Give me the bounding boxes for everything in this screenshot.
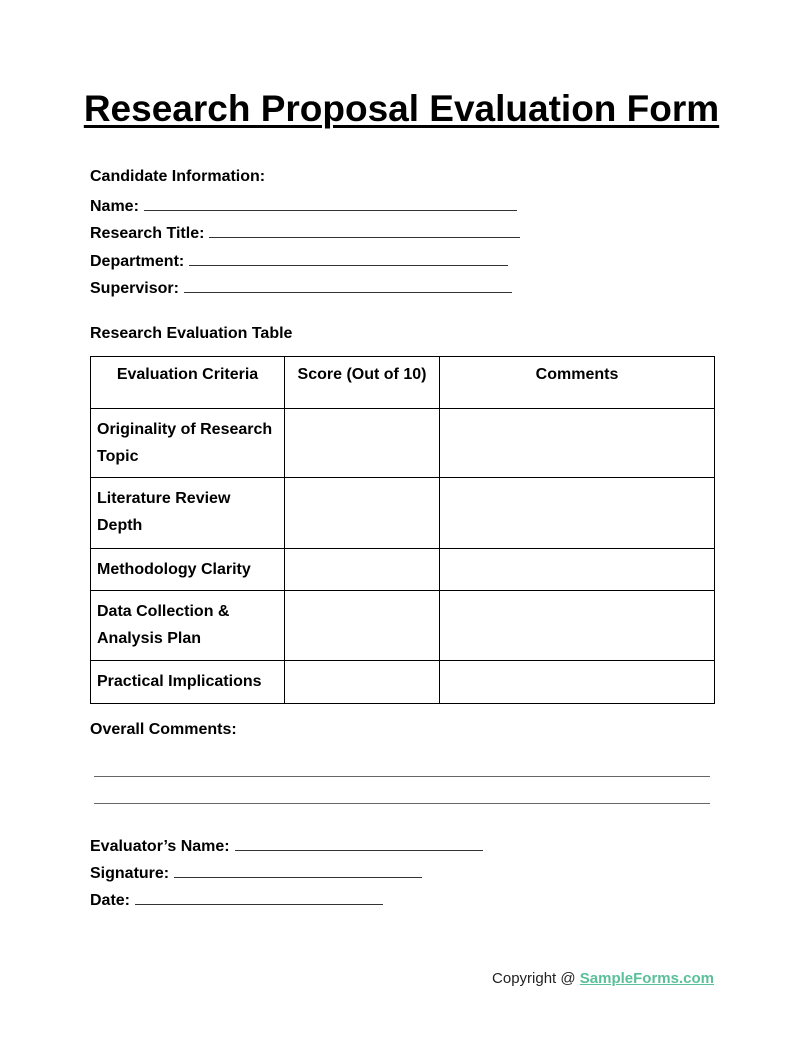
signature-label: Signature: — [90, 865, 170, 882]
evaluator-name-input-line[interactable] — [235, 836, 483, 851]
copyright-footer — [492, 970, 714, 987]
signature-row — [90, 863, 422, 883]
supervisor-input-line[interactable] — [184, 278, 512, 293]
sampleforms-link[interactable]: SampleForms.com — [579, 970, 714, 987]
criteria-cell: Data Collection & Analysis Plan — [91, 591, 285, 661]
date-input-line[interactable] — [135, 890, 383, 905]
criteria-cell: Practical Implications — [91, 661, 285, 704]
research-title-input-line[interactable] — [209, 223, 520, 238]
table-row — [91, 549, 715, 591]
comments-cell[interactable] — [440, 591, 715, 661]
date-label: Date: — [90, 892, 131, 909]
criteria-cell: Methodology Clarity — [91, 549, 285, 591]
score-cell[interactable] — [285, 409, 440, 478]
overall-comments-line-2[interactable] — [94, 803, 710, 804]
supervisor-label: Supervisor: — [90, 280, 179, 297]
table-row — [91, 478, 715, 549]
department-input-line[interactable] — [189, 251, 508, 266]
table-row — [91, 591, 715, 661]
department-field-row — [90, 251, 508, 271]
evaluator-name-row — [90, 836, 483, 856]
table-row — [91, 409, 715, 478]
research-title-label: Research Title: — [90, 225, 205, 242]
column-header-comments: Comments — [440, 357, 715, 409]
name-label: Name: — [90, 198, 139, 215]
research-title-field-row — [90, 223, 520, 243]
candidate-info-heading: Candidate Information: — [90, 168, 266, 185]
overall-comments-line-1[interactable] — [94, 776, 710, 777]
supervisor-field-row — [90, 278, 512, 298]
column-header-criteria: Evaluation Criteria — [91, 357, 285, 409]
comments-cell[interactable] — [440, 549, 715, 591]
score-cell[interactable] — [285, 478, 440, 549]
name-field-row — [90, 196, 517, 216]
criteria-cell: Originality of Research Topic — [91, 409, 285, 478]
table-row — [91, 661, 715, 704]
score-cell[interactable] — [285, 549, 440, 591]
signature-input-line[interactable] — [174, 863, 422, 878]
form-title: Research Proposal Evaluation Form — [83, 88, 720, 129]
table-header-row — [91, 357, 715, 409]
copyright-prefix: Copyright @ — [492, 970, 576, 987]
criteria-cell: Literature Review Depth — [91, 478, 285, 549]
score-cell[interactable] — [285, 661, 440, 704]
column-header-score: Score (Out of 10) — [285, 357, 440, 409]
department-label: Department: — [90, 253, 185, 270]
score-cell[interactable] — [285, 591, 440, 661]
table-heading: Research Evaluation Table — [90, 325, 293, 342]
evaluator-name-label: Evaluator’s Name: — [90, 838, 230, 855]
evaluation-table — [90, 356, 715, 704]
overall-comments-label: Overall Comments: — [90, 721, 237, 738]
date-row — [90, 890, 383, 910]
name-input-line[interactable] — [144, 196, 517, 211]
comments-cell[interactable] — [440, 661, 715, 704]
comments-cell[interactable] — [440, 478, 715, 549]
comments-cell[interactable] — [440, 409, 715, 478]
